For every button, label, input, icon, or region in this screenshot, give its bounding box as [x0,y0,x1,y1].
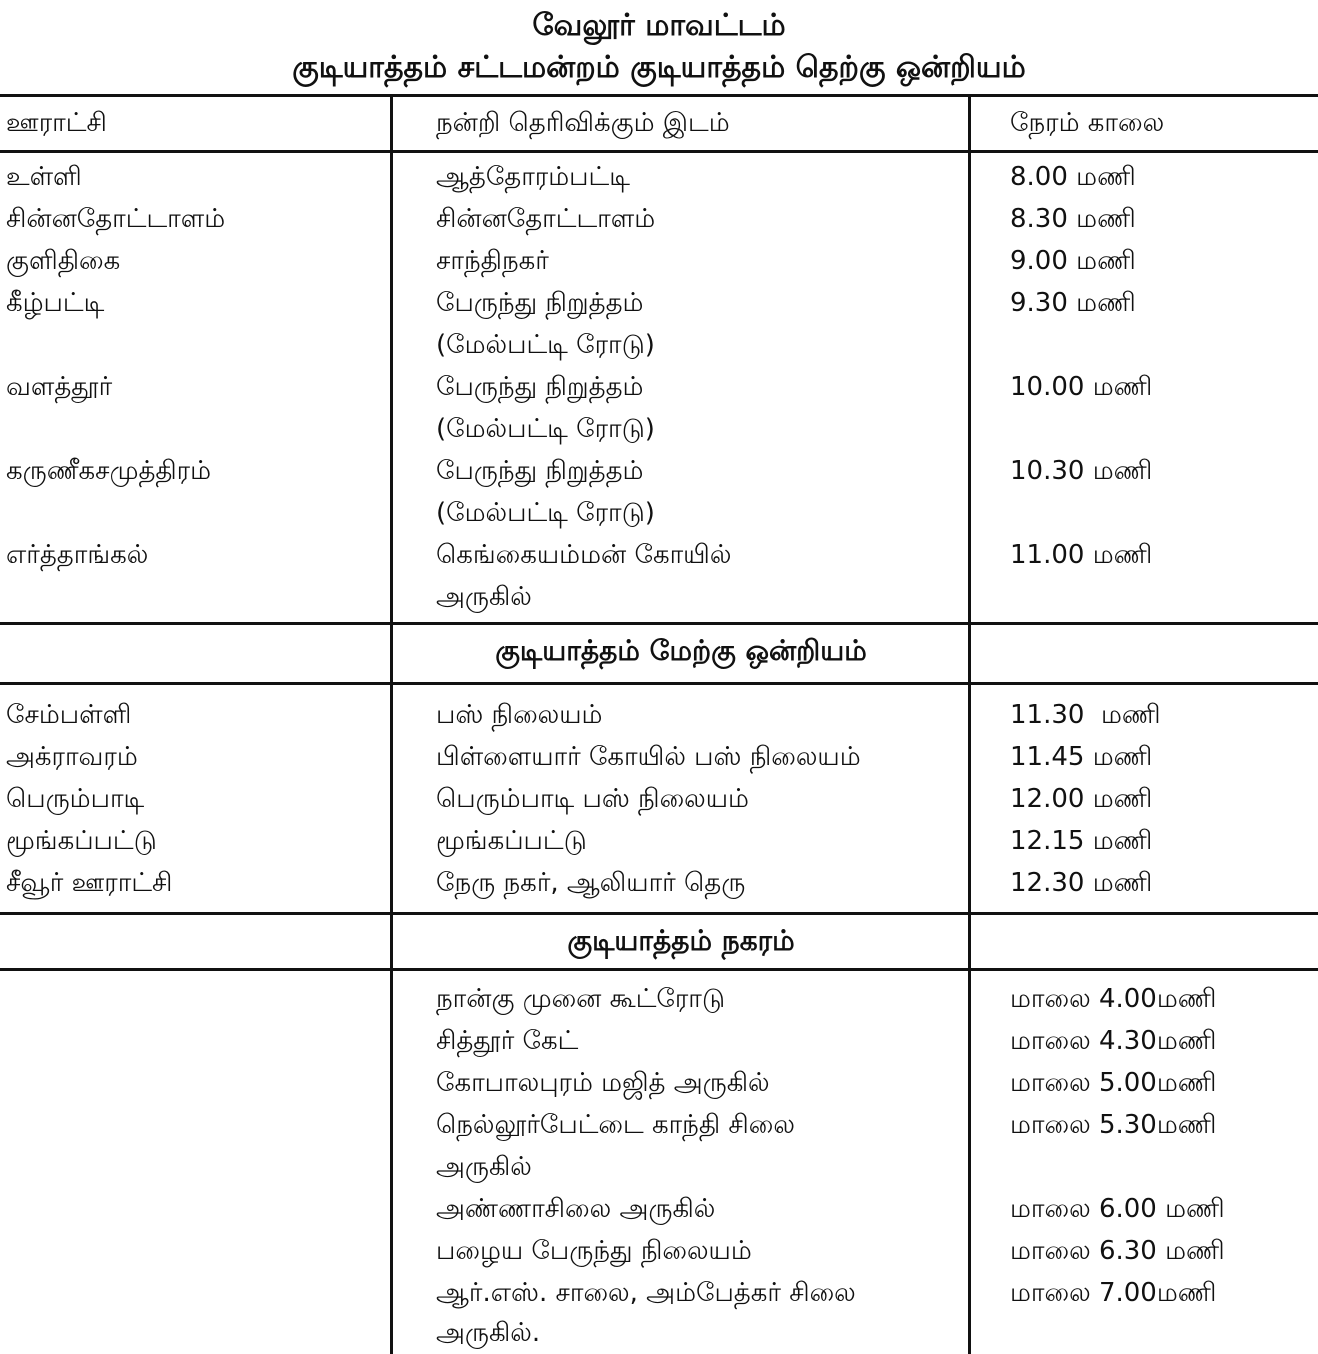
column-divider-1 [390,96,393,1354]
table-cell: 9.00 மணி [1010,246,1136,276]
table-cell: மாலை 4.30மணி [1010,1026,1217,1056]
table-cell: வளத்தூர் [6,372,113,402]
table-cell: அண்ணாசிலை அருகில் [436,1194,716,1224]
table-cell: 10.30 மணி [1010,456,1153,486]
table-cell: மூங்கப்பட்டு [436,826,587,856]
table-cell: 9.30 மணி [1010,288,1136,318]
table-cell: அருகில் [436,582,532,612]
table-cell: 8.30 மணி [1010,204,1136,234]
table-cell: மாலை 6.30 மணி [1010,1236,1225,1266]
table-cell: 12.30 மணி [1010,868,1153,898]
table-cell: நெல்லூர்பேட்டை காந்தி சிலை [436,1110,795,1140]
table-cell: 11.00 மணி [1010,540,1153,570]
table-cell: பெரும்பாடி [6,784,145,814]
section-title-town: குடியாத்தம் நகரம் [567,924,795,957]
table-cell: மாலை 6.00 மணி [1010,1194,1225,1224]
column-header-place: நன்றி தெரிவிக்கும் இடம் [436,108,730,138]
column-header-panchayat: ஊராட்சி [6,108,107,138]
table-cell: ஆர்.எஸ். சாலை, அம்பேத்கர் சிலை [436,1278,856,1308]
table-cell: மாலை 4.00மணி [1010,984,1217,1014]
table-cell: சேம்பள்ளி [6,700,132,730]
table-cell: (மேல்பட்டி ரோடு) [436,498,655,528]
page-subtitle: குடியாத்தம் சட்டமன்றம் குடியாத்தம் தெற்கு ஒன்றியம் [292,50,1026,85]
table-cell: கோபாலபுரம் மஜித் அருகில் [436,1068,770,1098]
table-cell: பேருந்து நிறுத்தம் [436,372,644,402]
table-cell: கருணீகசமுத்திரம் [6,456,212,486]
table-cell: மாலை 5.30மணி [1010,1110,1217,1140]
table-cell: எர்த்தாங்கல் [6,540,149,570]
table-cell: நான்கு முனை கூட்ரோடு [436,984,726,1014]
column-divider-2 [968,96,971,1354]
table-cell: மாலை 5.00மணி [1010,1068,1217,1098]
table-cell: பிள்ளையார் கோயில் பஸ் நிலையம் [436,742,861,772]
table-cell: மாலை 7.00மணி [1010,1278,1217,1308]
table-cell: பேருந்து நிறுத்தம் [436,456,644,486]
table-cell: (மேல்பட்டி ரோடு) [436,330,655,360]
table-cell: சித்தூர் கேட் [436,1026,579,1056]
table-cell: கீழ்பட்டி [6,288,105,318]
table-cell: சாந்திநகர் [436,246,549,276]
table-cell: 8.00 மணி [1010,162,1136,192]
table-cell: குளிதிகை [6,246,121,276]
table-cell: பஸ் நிலையம் [436,700,603,730]
header-bottom-rule [0,150,1318,153]
table-top-rule [0,94,1318,97]
column-header-time: நேரம் காலை [1010,108,1165,138]
table-cell: அக்ராவரம் [6,742,138,772]
table-cell: ஆத்தோரம்பட்டி [436,162,630,192]
table-cell: (மேல்பட்டி ரோடு) [436,414,655,444]
table-cell: சின்னதோட்டாளம் [436,204,656,234]
section1-bottom-rule [0,622,1318,625]
table-cell: பழைய பேருந்து நிலையம் [436,1236,752,1266]
section2-title-rule [0,682,1318,685]
table-cell: 10.00 மணி [1010,372,1153,402]
table-cell: நேரு நகர், ஆலியார் தெரு [436,868,746,898]
table-cell: சின்னதோட்டாளம் [6,204,226,234]
table-cell: 12.15 மணி [1010,826,1153,856]
table-cell: அருகில். [436,1318,541,1348]
table-cell: மூங்கப்பட்டு [6,826,157,856]
section2-bottom-rule [0,912,1318,915]
table-cell: அருகில் [436,1152,532,1182]
section-title-west-union: குடியாத்தம் மேற்கு ஒன்றியம் [495,634,867,667]
table-cell: 11.30 மணி [1010,700,1161,730]
table-cell: கெங்கையம்மன் கோயில் [436,540,732,570]
page-title: வேலூர் மாவட்டம் [532,8,786,43]
table-cell: 11.45 மணி [1010,742,1153,772]
section3-title-rule [0,968,1318,971]
table-cell: சீவூர் ஊராட்சி [6,868,173,898]
table-cell: உள்ளி [6,162,82,192]
table-cell: 12.00 மணி [1010,784,1153,814]
table-cell: பெரும்பாடி பஸ் நிலையம் [436,784,749,814]
table-cell: பேருந்து நிறுத்தம் [436,288,644,318]
